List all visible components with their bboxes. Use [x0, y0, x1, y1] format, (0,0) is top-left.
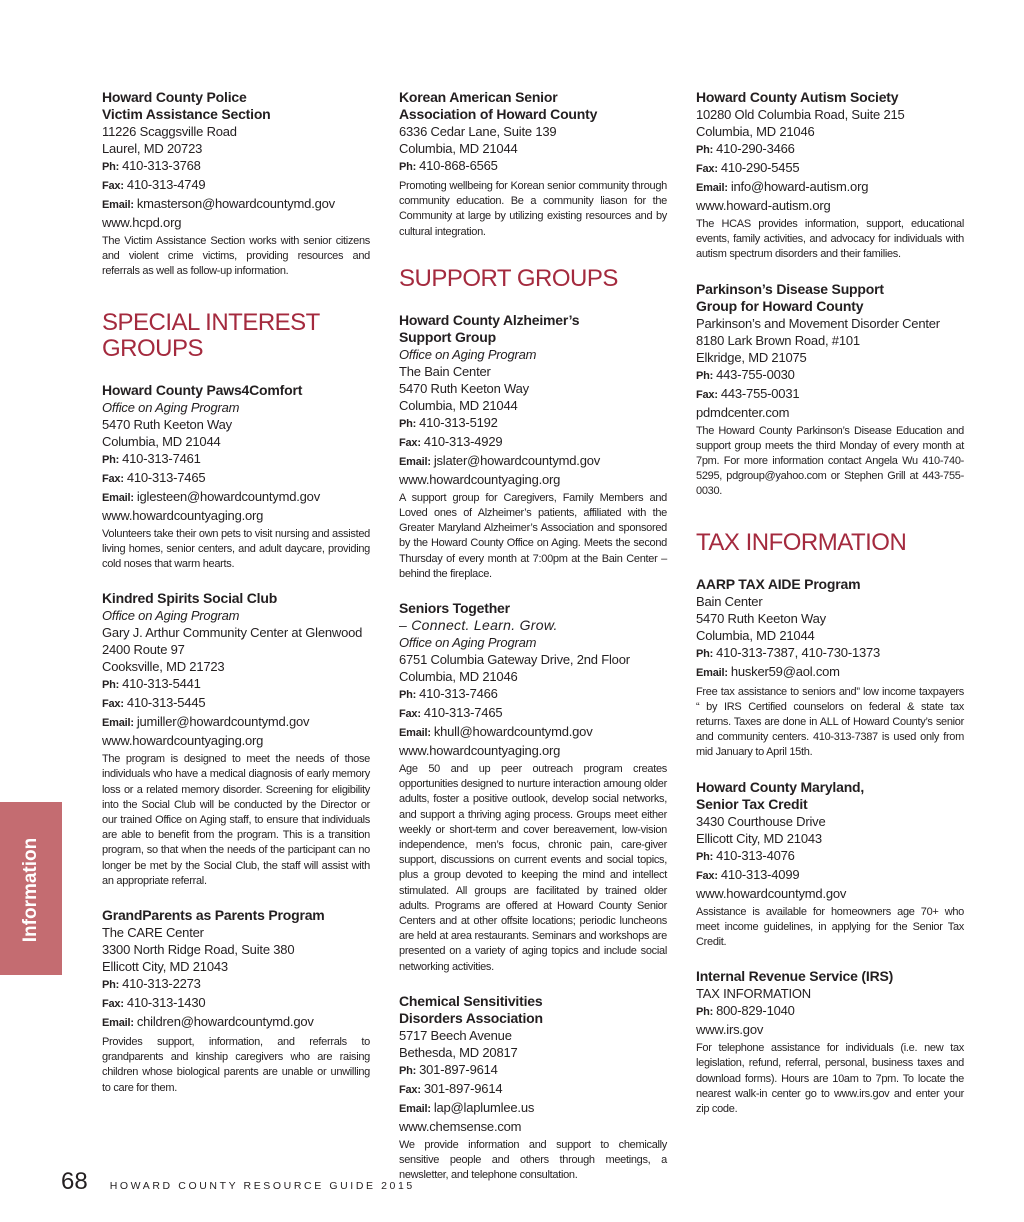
website: www.howardcountyaging.org: [399, 471, 561, 487]
phone-line: [696, 847, 964, 866]
entry-name: Chemical Sensitivities: [399, 992, 543, 1009]
phone-label: Ph:: [696, 369, 714, 382]
address-line: Columbia, MD 21044: [399, 397, 518, 413]
entry-name: Group for Howard County: [696, 297, 864, 314]
website: pdmdcenter.com: [696, 404, 790, 420]
entry-description: For telephone assistance for individuals (i.e. new tax legislation, refund, referral, personal, business taxes and download forms). Hours are 10am to 7pm. To locate the nearest walk-in center go to www.irs.gov and enter your zip code.: [696, 1042, 964, 1116]
address-line: Cooksville, MD 21723: [102, 659, 225, 675]
email-label: Email:: [399, 727, 431, 740]
email-line: [399, 723, 667, 742]
column-middle: [399, 89, 667, 1201]
address-line: 5717 Beech Avenue: [399, 1027, 512, 1043]
fax-label: Fax:: [399, 708, 421, 721]
address-line: Columbia, MD 21046: [696, 124, 815, 139]
entry-description: A support group for Caregivers, Family Members and Loved ones of Alzheimer’s patients, affiliated with the Greater Maryland Alzheimer’s Association and sponsored by the Howard County Office on Aging. Meets the second Thursday of every month at 7:00pm at the Bain Center – behind the fireplace.: [399, 491, 667, 580]
phone-number: 410-313-2273: [122, 976, 201, 992]
entry-description: Assistance is available for homeowners age 70+ who meet income guidelines, in applying for the Senior Tax Credit.: [696, 905, 964, 949]
address-line: Ellicott City, MD 21043: [102, 959, 228, 975]
fax-line: [102, 694, 370, 713]
email-line: [102, 488, 370, 507]
entry-chemical-sensitivities: [399, 993, 667, 1184]
email-line: [102, 195, 370, 214]
fax-line: [696, 385, 964, 404]
phone-label: Ph:: [696, 144, 714, 156]
website: www.howard-autism.org: [696, 198, 831, 213]
fax-line: [399, 1080, 667, 1099]
fax-line: [696, 866, 964, 885]
heading-line: GROUPS: [102, 334, 204, 362]
website: www.hcpd.org: [102, 215, 182, 230]
entry-name: Seniors Together: [399, 600, 510, 617]
side-tab-label: Information: [20, 837, 41, 943]
fax-number: 410-313-4099: [720, 866, 800, 882]
program-line: Office on Aging Program: [102, 399, 240, 415]
entry-description: The HCAS provides information, support, educational events, family activities, and advocacy for individuals with autism spectrum disorders and their families.: [696, 218, 964, 261]
phone-label: Ph:: [399, 417, 417, 430]
phone-line: [399, 685, 667, 704]
phone-number: 410-313-5192: [419, 414, 498, 430]
page-number: 68: [61, 1168, 88, 1195]
address-line: 3300 North Ridge Road, Suite 380: [102, 942, 295, 958]
website: www.howardcountymd.gov: [696, 885, 847, 901]
entry-grandparents-as-parents: [102, 907, 370, 1096]
fax-line: [102, 469, 370, 488]
address-line: 8180 Lark Brown Road, #101: [696, 332, 860, 348]
program-line: Office on Aging Program: [399, 346, 537, 362]
email-address: children@howardcountymd.gov: [136, 1014, 314, 1030]
phone-line: [102, 157, 370, 176]
organization-line: The CARE Center: [102, 925, 204, 941]
fax-label: Fax:: [399, 436, 421, 449]
entry-name: Internal Revenue Service (IRS): [696, 968, 894, 985]
entry-name: Disorders Association: [399, 1009, 543, 1026]
address-line: Elkridge, MD 21075: [696, 349, 807, 365]
phone-line: [399, 157, 667, 176]
phone-number: 410-313-3768: [122, 158, 201, 173]
phone-label: Ph:: [399, 1064, 417, 1077]
phone-number: 443-755-0030: [716, 366, 795, 382]
email-address: info@howard-autism.org: [730, 179, 869, 194]
email-label: Email:: [399, 455, 431, 468]
entry-description: The program is designed to meet the needs of those individuals who have a medical diagnosis of early memory loss or a related memory disorder. Screening for eligibility into the Social Club will be conducted by the Director or our trained Office on Aging staff, to ensure that individuals are able to benefit from the program. This is a transition program, so that when the needs of the participant can no longer be met by the Social Club, the staff will assist with an appropriate referral.: [102, 753, 370, 887]
entry-irs: [696, 968, 964, 1117]
fax-label: Fax:: [696, 388, 718, 401]
phone-number: 410-868-6565: [419, 158, 498, 173]
fax-number: 410-313-7465: [126, 469, 206, 485]
fax-label: Fax:: [696, 163, 718, 175]
phone-line: [696, 644, 964, 663]
fax-line: [102, 176, 370, 195]
fax-label: Fax:: [102, 998, 124, 1011]
email-address: husker59@aol.com: [730, 663, 840, 679]
entry-police-victim-assistance: [102, 89, 370, 280]
entry-description: Provides support, information, and referrals to grandparents and kinship caregivers who are raising children whose biological parents are unable or unwilling to care for them.: [102, 1036, 370, 1094]
fax-number: 410-313-4929: [423, 433, 503, 449]
email-line: [102, 713, 370, 732]
email-label: Email:: [102, 1017, 134, 1030]
entry-description: Volunteers take their own pets to visit nursing and assisted living homes, senior centers, and adult daycare, providing cold noses that warm hearts.: [102, 527, 370, 571]
entry-name: GrandParents as Parents Program: [102, 907, 325, 924]
entry-description: The Victim Assistance Section works with senior citizens and violent crime victims, providing resources and referrals as well as follow-up information.: [102, 235, 370, 278]
phone-line: [696, 366, 964, 385]
address-line: Columbia, MD 21046: [399, 669, 518, 685]
fax-number: 301-897-9614: [423, 1080, 503, 1096]
address-line: 6751 Columbia Gateway Drive, 2nd Floor: [399, 652, 630, 668]
website: www.howardcountyaging.org: [399, 743, 561, 759]
phone-label: Ph:: [399, 161, 417, 173]
fax-line: [102, 994, 370, 1013]
phone-number: 410-313-7387, 410-730-1373: [716, 644, 881, 660]
organization-line: Parkinson’s and Movement Disorder Center: [696, 315, 940, 331]
phone-line: [102, 450, 370, 469]
email-address: iglesteen@howardcountymd.gov: [136, 488, 321, 504]
fax-label: Fax:: [399, 1083, 421, 1096]
phone-label: Ph:: [102, 161, 120, 173]
entry-parkinsons-support: [696, 281, 964, 500]
address-line: Columbia, MD 21044: [399, 141, 518, 156]
email-line: [102, 1013, 370, 1032]
entry-description: We provide information and support to chemically sensitive people and others through meetings, a newsletter, and telephone consultation.: [399, 1138, 667, 1182]
entry-description: Promoting wellbeing for Korean senior community through community education. Be a community liason for the Community at large by utilizing existing resources and by cultural integration.: [399, 180, 667, 238]
fax-label: Fax:: [102, 472, 124, 485]
entry-description: Free tax assistance to seniors and” low income taxpayers “ by IRS Certified counselors on federal & state tax returns. Taxes are done in ALL of Howard County’s senior and community centers. 410-313-7387 is used only from mid January to April 15th.: [696, 685, 964, 759]
section-heading-support-groups: SUPPORT GROUPS: [399, 264, 618, 292]
address-line: 5470 Ruth Keeton Way: [102, 416, 232, 432]
phone-number: 410-290-3466: [716, 141, 795, 156]
entry-name: Howard County Police: [102, 89, 247, 105]
phone-label: Ph:: [102, 679, 120, 692]
fax-number: 410-313-7465: [423, 705, 503, 721]
fax-number: 443-755-0031: [720, 385, 800, 401]
phone-label: Ph:: [696, 1006, 714, 1019]
entry-name: Howard County Autism Society: [696, 89, 899, 105]
column-right: [696, 89, 964, 1135]
phone-number: 410-313-7461: [122, 450, 201, 466]
entry-name: Howard County Alzheimer’s: [399, 311, 580, 328]
program-line: Office on Aging Program: [399, 635, 537, 651]
entry-autism-society: [696, 89, 964, 263]
fax-label: Fax:: [102, 698, 124, 711]
tagline: – Connect. Learn. Grow.: [399, 617, 558, 634]
phone-number: 410-313-4076: [716, 847, 795, 863]
entry-name: Senior Tax Credit: [696, 795, 808, 812]
email-line: [696, 178, 964, 197]
phone-label: Ph:: [399, 689, 417, 702]
email-line: [399, 452, 667, 471]
phone-number: 301-897-9614: [419, 1061, 498, 1077]
heading-line: SPECIAL INTEREST: [102, 308, 320, 336]
phone-label: Ph:: [102, 453, 120, 466]
entry-senior-tax-credit: [696, 779, 964, 951]
organization-line: Bain Center: [696, 593, 763, 609]
entry-description: Age 50 and up peer outreach program creates opportunities designed to nurture interaction amoung older adults, foster a positive outlook, develop social networks, and support a thriving aging process. Groups meet either weekly or short-term and cover bereavement, low-vision independence, men’s focus, chronic pain, care-giver support, discussions on current events and social topics, plus a group devoted to keeping the mind and intellect stimulated. All groups are facilitated by trained older adults. Programs are offered at Howard County Senior Centers and at other offsite locations; periodic luncheons are held at area restaurants. Seminars and workshops are presented on a variety of aging topics and include social networking activities.: [399, 763, 667, 973]
email-label: Email:: [102, 199, 134, 211]
section-side-tab: [0, 802, 62, 975]
address-line: Columbia, MD 21044: [696, 627, 815, 643]
phone-line: [102, 675, 370, 694]
address-line: 10280 Old Columbia Road, Suite 215: [696, 107, 905, 122]
email-label: Email:: [696, 182, 728, 194]
email-address: khull@howardcountymd.gov: [433, 724, 593, 740]
website: www.chemsense.com: [399, 1118, 522, 1134]
entry-aarp-tax-aide: [696, 576, 964, 761]
address-line: 6336 Cedar Lane, Suite 139: [399, 124, 557, 139]
email-label: Email:: [102, 491, 134, 504]
address-line: Columbia, MD 21044: [102, 433, 221, 449]
email-address: jumiller@howardcountymd.gov: [136, 714, 310, 730]
email-address: kmasterson@howardcountymd.gov: [136, 196, 335, 211]
entry-name: Kindred Spirits Social Club: [102, 590, 278, 607]
entry-name: AARP TAX AIDE Program: [696, 575, 861, 592]
entry-name: Association of Howard County: [399, 106, 598, 122]
entry-seniors-together: [399, 600, 667, 975]
address-line: Bethesda, MD 20817: [399, 1044, 518, 1060]
address-line: Gary J. Arthur Community Center at Glenwood: [102, 625, 363, 641]
fax-line: [399, 704, 667, 723]
website: www.howardcountyaging.org: [102, 507, 264, 523]
phone-label: Ph:: [102, 979, 120, 992]
email-label: Email:: [696, 666, 728, 679]
address-line: 2400 Route 97: [102, 642, 185, 658]
fax-label: Fax:: [102, 180, 124, 192]
email-address: jslater@howardcountymd.gov: [433, 452, 601, 468]
address-line: 11226 Scaggsville Road: [102, 124, 237, 139]
phone-number: 410-313-5441: [122, 676, 201, 692]
entry-name: Korean American Senior: [399, 89, 558, 105]
entry-paws4comfort: [102, 382, 370, 573]
address-line: Laurel, MD 20723: [102, 141, 203, 156]
phone-label: Ph:: [696, 647, 714, 660]
phone-label: Ph:: [696, 850, 714, 863]
column-left: [102, 89, 370, 1114]
fax-line: [399, 433, 667, 452]
page-footer: [61, 1168, 415, 1196]
fax-number: 410-313-5445: [126, 695, 206, 711]
entry-name: Howard County Maryland,: [696, 778, 865, 795]
website: www.irs.gov: [696, 1022, 764, 1038]
phone-line: [399, 414, 667, 433]
entry-name: Support Group: [399, 328, 496, 345]
fax-line: [696, 159, 964, 178]
fax-number: 410-313-1430: [126, 995, 206, 1011]
entry-name: Parkinson’s Disease Support: [696, 280, 884, 297]
entry-alzheimers-support: [399, 312, 667, 582]
section-heading-tax-information: TAX INFORMATION: [696, 528, 907, 556]
address-line: 3430 Courthouse Drive: [696, 813, 826, 829]
entry-kindred-spirits: [102, 590, 370, 889]
organization-line: The Bain Center: [399, 363, 491, 379]
program-line: Office on Aging Program: [102, 608, 240, 624]
guide-title: HOWARD COUNTY RESOURCE GUIDE 2015: [109, 1180, 415, 1192]
entry-korean-american-senior: [399, 89, 667, 240]
entry-name: Howard County Paws4Comfort: [102, 381, 303, 398]
entry-name: Victim Assistance Section: [102, 106, 271, 122]
email-address: lap@laplumlee.us: [433, 1099, 535, 1115]
email-line: [399, 1099, 667, 1118]
phone-line: [399, 1061, 667, 1080]
fax-number: 410-313-4749: [126, 177, 206, 192]
phone-line: [696, 1002, 964, 1021]
phone-line: [102, 975, 370, 994]
entry-description: The Howard County Parkinson’s Disease Education and support group meets the third Monday of every month at 7pm. For more information contact Angela Wu 410-740-5295, pdgroup@yahoo.com or Stephen Grill at 443-755-0030.: [696, 424, 964, 498]
section-heading-special-interest: [102, 310, 370, 362]
website: www.howardcountyaging.org: [102, 733, 264, 749]
email-label: Email:: [102, 717, 134, 730]
phone-number: 800-829-1040: [716, 1003, 795, 1019]
email-label: Email:: [399, 1102, 431, 1115]
fax-label: Fax:: [696, 869, 718, 882]
email-line: [696, 663, 964, 682]
phone-number: 410-313-7466: [419, 686, 498, 702]
address-line: 5470 Ruth Keeton Way: [399, 380, 529, 396]
address-line: Ellicott City, MD 21043: [696, 830, 822, 846]
phone-line: [696, 140, 964, 159]
fax-number: 410-290-5455: [720, 160, 800, 175]
organization-line: TAX INFORMATION: [696, 986, 811, 1002]
address-line: 5470 Ruth Keeton Way: [696, 610, 826, 626]
